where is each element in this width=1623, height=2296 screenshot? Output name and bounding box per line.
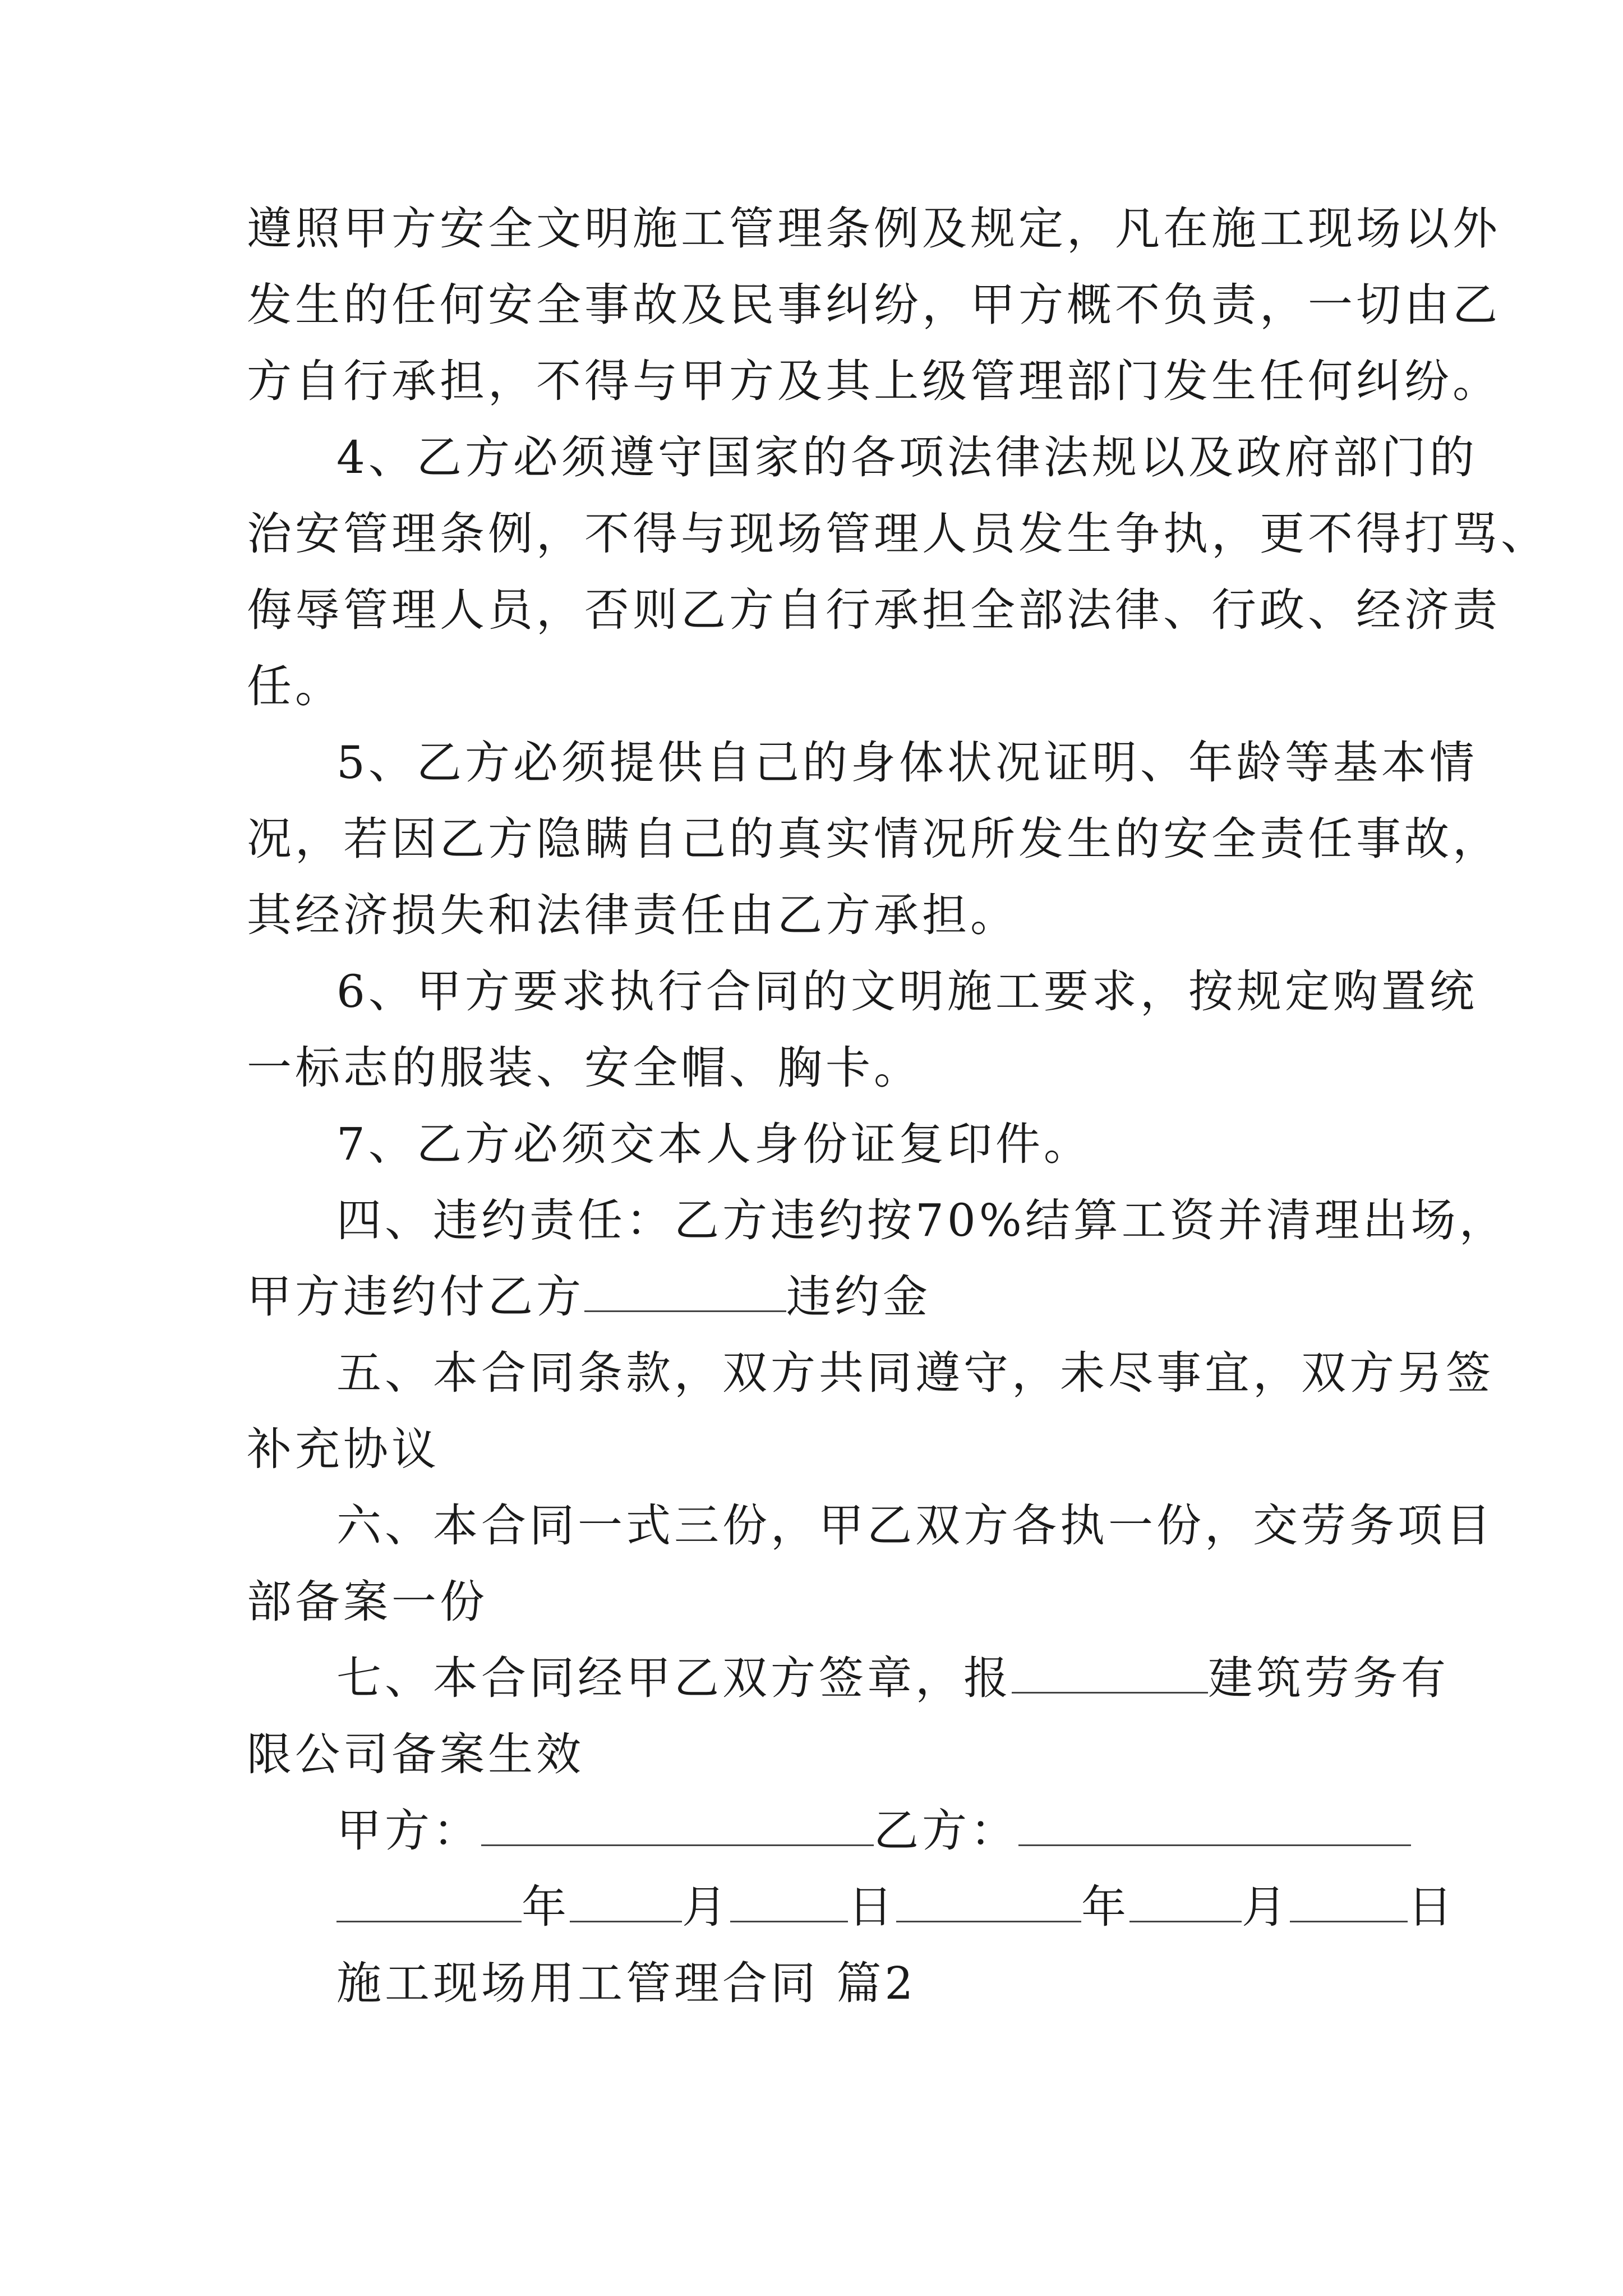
text-line: 侮辱管理人员，否则乙方自行承担全部法律、行政、经济责 [247, 584, 1501, 636]
year-label: 年 [522, 1881, 570, 1933]
year-blank [336, 1878, 522, 1922]
party-b-blank [1018, 1802, 1411, 1846]
text-line: 方自行承担，不得与甲方及其上级管理部门发生任何纠纷。 [247, 355, 1501, 407]
month-label: 月 [1242, 1881, 1290, 1933]
day-label: 日 [848, 1881, 896, 1933]
text-line: 五、本合同条款，双方共同遵守，未尽事宜，双方另签 [336, 1347, 1494, 1399]
penalty-amount-blank [584, 1268, 786, 1312]
text-fragment: 建筑劳务有 [1208, 1652, 1449, 1704]
text-fragment: 违约金 [786, 1271, 931, 1323]
party-a-blank [481, 1802, 874, 1846]
company-name-blank [1012, 1649, 1208, 1694]
text-line: 补充协议 [247, 1423, 440, 1475]
text-line: 限公司备案生效 [247, 1728, 584, 1780]
text-line: 任。 [247, 660, 343, 712]
text-line: 遵照甲方安全文明施工管理条例及规定，凡在施工现场以外 [247, 203, 1501, 255]
text-line [247, 1640, 1449, 1717]
text-line: 发生的任何安全事故及民事纠纷，甲方概不负责，一切由乙 [247, 279, 1501, 331]
text-line: 4、乙方必须遵守国家的各项法律法规以及政府部门的 [336, 431, 1478, 484]
text-line: 六、本合同一式三份，甲乙双方各执一份，交劳务项目 [336, 1499, 1494, 1552]
date-line [247, 1869, 1456, 1945]
section-heading: 施工现场用工管理合同 篇2 [336, 1957, 917, 2009]
day-blank [730, 1878, 848, 1922]
year-blank [896, 1878, 1081, 1922]
text-line: 况，若因乙方隐瞒自己的真实情况所发生的安全责任事故， [247, 813, 1501, 865]
month-blank [1129, 1878, 1242, 1922]
text-fragment: 甲方违约付乙方 [247, 1271, 584, 1323]
text-line: 一标志的服装、安全帽、胸卡。 [247, 1042, 922, 1094]
day-label: 日 [1408, 1881, 1456, 1933]
signature-line [247, 1793, 1380, 1869]
text-line: 治安管理条例，不得与现场管理人员发生争执，更不得打骂、 [247, 508, 1549, 560]
year-label: 年 [1081, 1881, 1129, 1933]
month-blank [570, 1878, 682, 1922]
text-line: 6、甲方要求执行合同的文明施工要求，按规定购置统 [336, 965, 1478, 1018]
text-fragment: 七、本合同经甲乙双方签章，报 [336, 1652, 1012, 1704]
party-a-label: 甲方： [336, 1805, 481, 1857]
text-line: 其经济损失和法律责任由乙方承担。 [247, 889, 1018, 941]
document-body [247, 191, 1549, 2022]
party-b-label: 乙方： [874, 1805, 1018, 1857]
day-blank [1290, 1878, 1408, 1922]
text-line: 部备案一份 [247, 1576, 488, 1628]
text-line: 5、乙方必须提供自己的身体状况证明、年龄等基本情 [336, 737, 1478, 789]
month-label: 月 [682, 1881, 730, 1933]
text-line: 7、乙方必须交本人身份证复印件。 [336, 1118, 1092, 1170]
text-line: 四、违约责任：乙方违约按70%结算工资并清理出场， [336, 1194, 1507, 1246]
text-line [247, 1259, 1380, 1335]
